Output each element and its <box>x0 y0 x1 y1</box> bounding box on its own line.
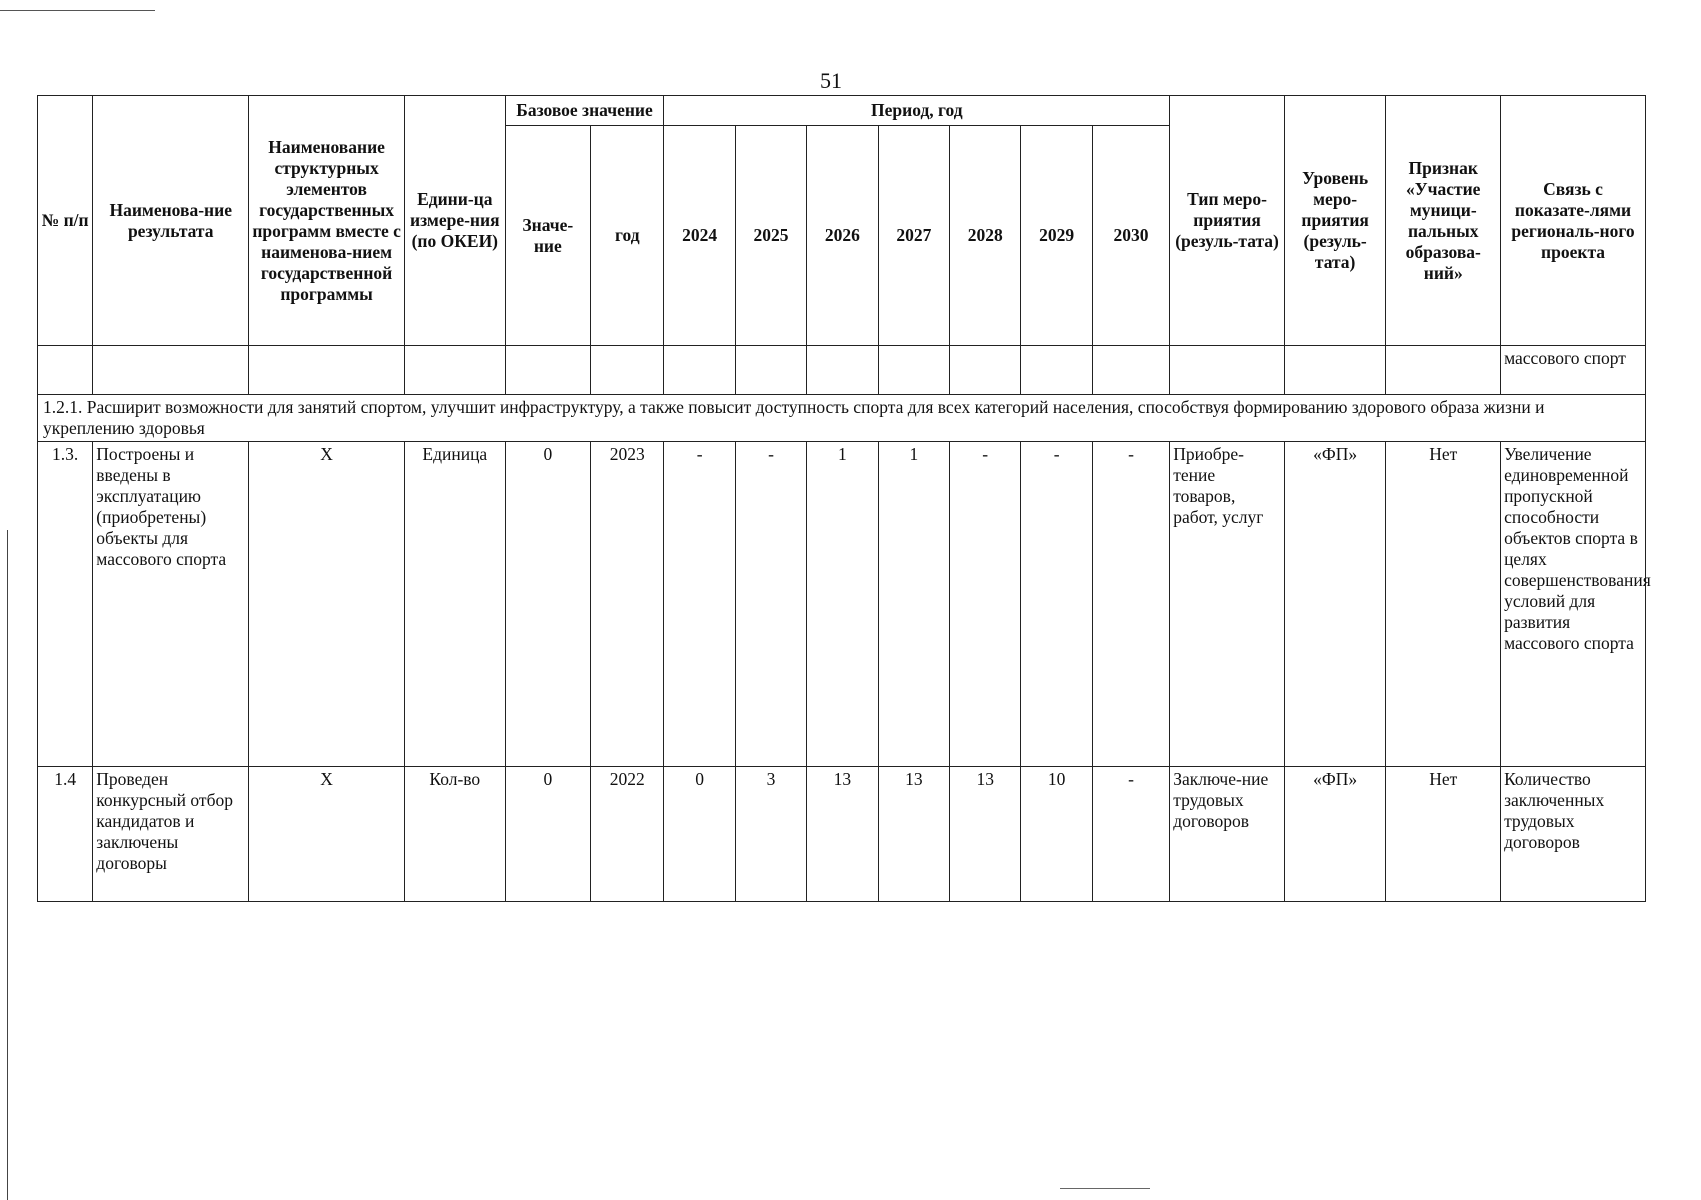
header-year-2026: 2026 <box>807 126 878 346</box>
continuation-link-text: массового спорт <box>1501 346 1646 395</box>
scan-artifact-bottom-line <box>1060 1188 1150 1189</box>
row-year-2026: 13 <box>807 767 878 902</box>
header-year-2024: 2024 <box>664 126 735 346</box>
row-year-2025: - <box>735 442 806 767</box>
header-year-2029: 2029 <box>1021 126 1092 346</box>
row-base-value: 0 <box>505 767 590 902</box>
row-year-2029: - <box>1021 442 1092 767</box>
results-table <box>37 95 1651 902</box>
header-result-name: Наименова-ние результата <box>93 96 249 346</box>
header-row-1 <box>38 96 1646 126</box>
header-year-2030: 2030 <box>1092 126 1169 346</box>
row-type: Заключе-ние трудовых договоров <box>1170 767 1285 902</box>
header-struct-name: Наименование структурных элементов государственных программ вместе с наименова-нием государственной программы <box>249 96 405 346</box>
row-year-2030: - <box>1092 442 1169 767</box>
header-base-year: год <box>591 126 664 346</box>
row-base-year: 2023 <box>591 442 664 767</box>
row-year-2028: - <box>950 442 1021 767</box>
row-year-2024: - <box>664 442 735 767</box>
table-row <box>38 767 1646 902</box>
header-municipal: Признак «Участие муници-пальных образова-ний» <box>1386 96 1501 346</box>
header-year-2027: 2027 <box>878 126 949 346</box>
header-unit: Едини-ца измере-ния (по ОКЕИ) <box>405 96 506 346</box>
row-base-year: 2022 <box>591 767 664 902</box>
row-result-name: Проведен конкурсный отбор кандидатов и заключены договоры <box>93 767 249 902</box>
row-year-2027: 13 <box>878 767 949 902</box>
header-base-value: Значе-ние <box>505 126 590 346</box>
row-level: «ФП» <box>1284 442 1386 767</box>
table-row <box>38 442 1646 767</box>
header-type: Тип меро-приятия (резуль-тата) <box>1170 96 1285 346</box>
header-num: № п/п <box>38 96 93 346</box>
row-year-2025: 3 <box>735 767 806 902</box>
row-year-2027: 1 <box>878 442 949 767</box>
header-year-2028: 2028 <box>950 126 1021 346</box>
section-row <box>38 395 1646 442</box>
scan-artifact-top-line <box>0 10 155 11</box>
row-year-2026: 1 <box>807 442 878 767</box>
row-municipal: Нет <box>1386 442 1501 767</box>
row-num: 1.4 <box>38 767 93 902</box>
header-base: Базовое значение <box>505 96 664 126</box>
row-num: 1.3. <box>38 442 93 767</box>
row-struct: Х <box>249 767 405 902</box>
row-link: Количество заключенных трудовых договоров <box>1501 767 1646 902</box>
row-municipal: Нет <box>1386 767 1501 902</box>
row-year-2029: 10 <box>1021 767 1092 902</box>
page-number: 51 <box>820 68 842 93</box>
header-level: Уровень меро-приятия (резуль-тата) <box>1284 96 1386 346</box>
scan-artifact-left-line <box>7 530 8 1200</box>
row-type: Приобре-тение товаров, работ, услуг <box>1170 442 1285 767</box>
continuation-row <box>38 346 1646 395</box>
header-period: Период, год <box>664 96 1170 126</box>
row-year-2028: 13 <box>950 767 1021 902</box>
header-link: Связь с показате-лями региональ-ного проекта <box>1501 96 1646 346</box>
row-base-value: 0 <box>505 442 590 767</box>
row-year-2024: 0 <box>664 767 735 902</box>
row-link: Увеличение единовременной пропускной способности объектов спорта в целях совершенствования условий для развития массового спорта <box>1501 442 1646 767</box>
row-unit: Кол-во <box>405 767 506 902</box>
row-unit: Единица <box>405 442 506 767</box>
row-struct: Х <box>249 442 405 767</box>
header-year-2025: 2025 <box>735 126 806 346</box>
row-year-2030: - <box>1092 767 1169 902</box>
row-result-name: Построены и введены в эксплуатацию (приобретены) объекты для массового спорта <box>93 442 249 767</box>
row-level: «ФП» <box>1284 767 1386 902</box>
section-title: 1.2.1. Расширит возможности для занятий спортом, улучшит инфраструктуру, а также повысит доступность спорта для всех категорий населения, способствуя формированию здорового образа жизни и укреплению здоровья <box>38 395 1646 442</box>
